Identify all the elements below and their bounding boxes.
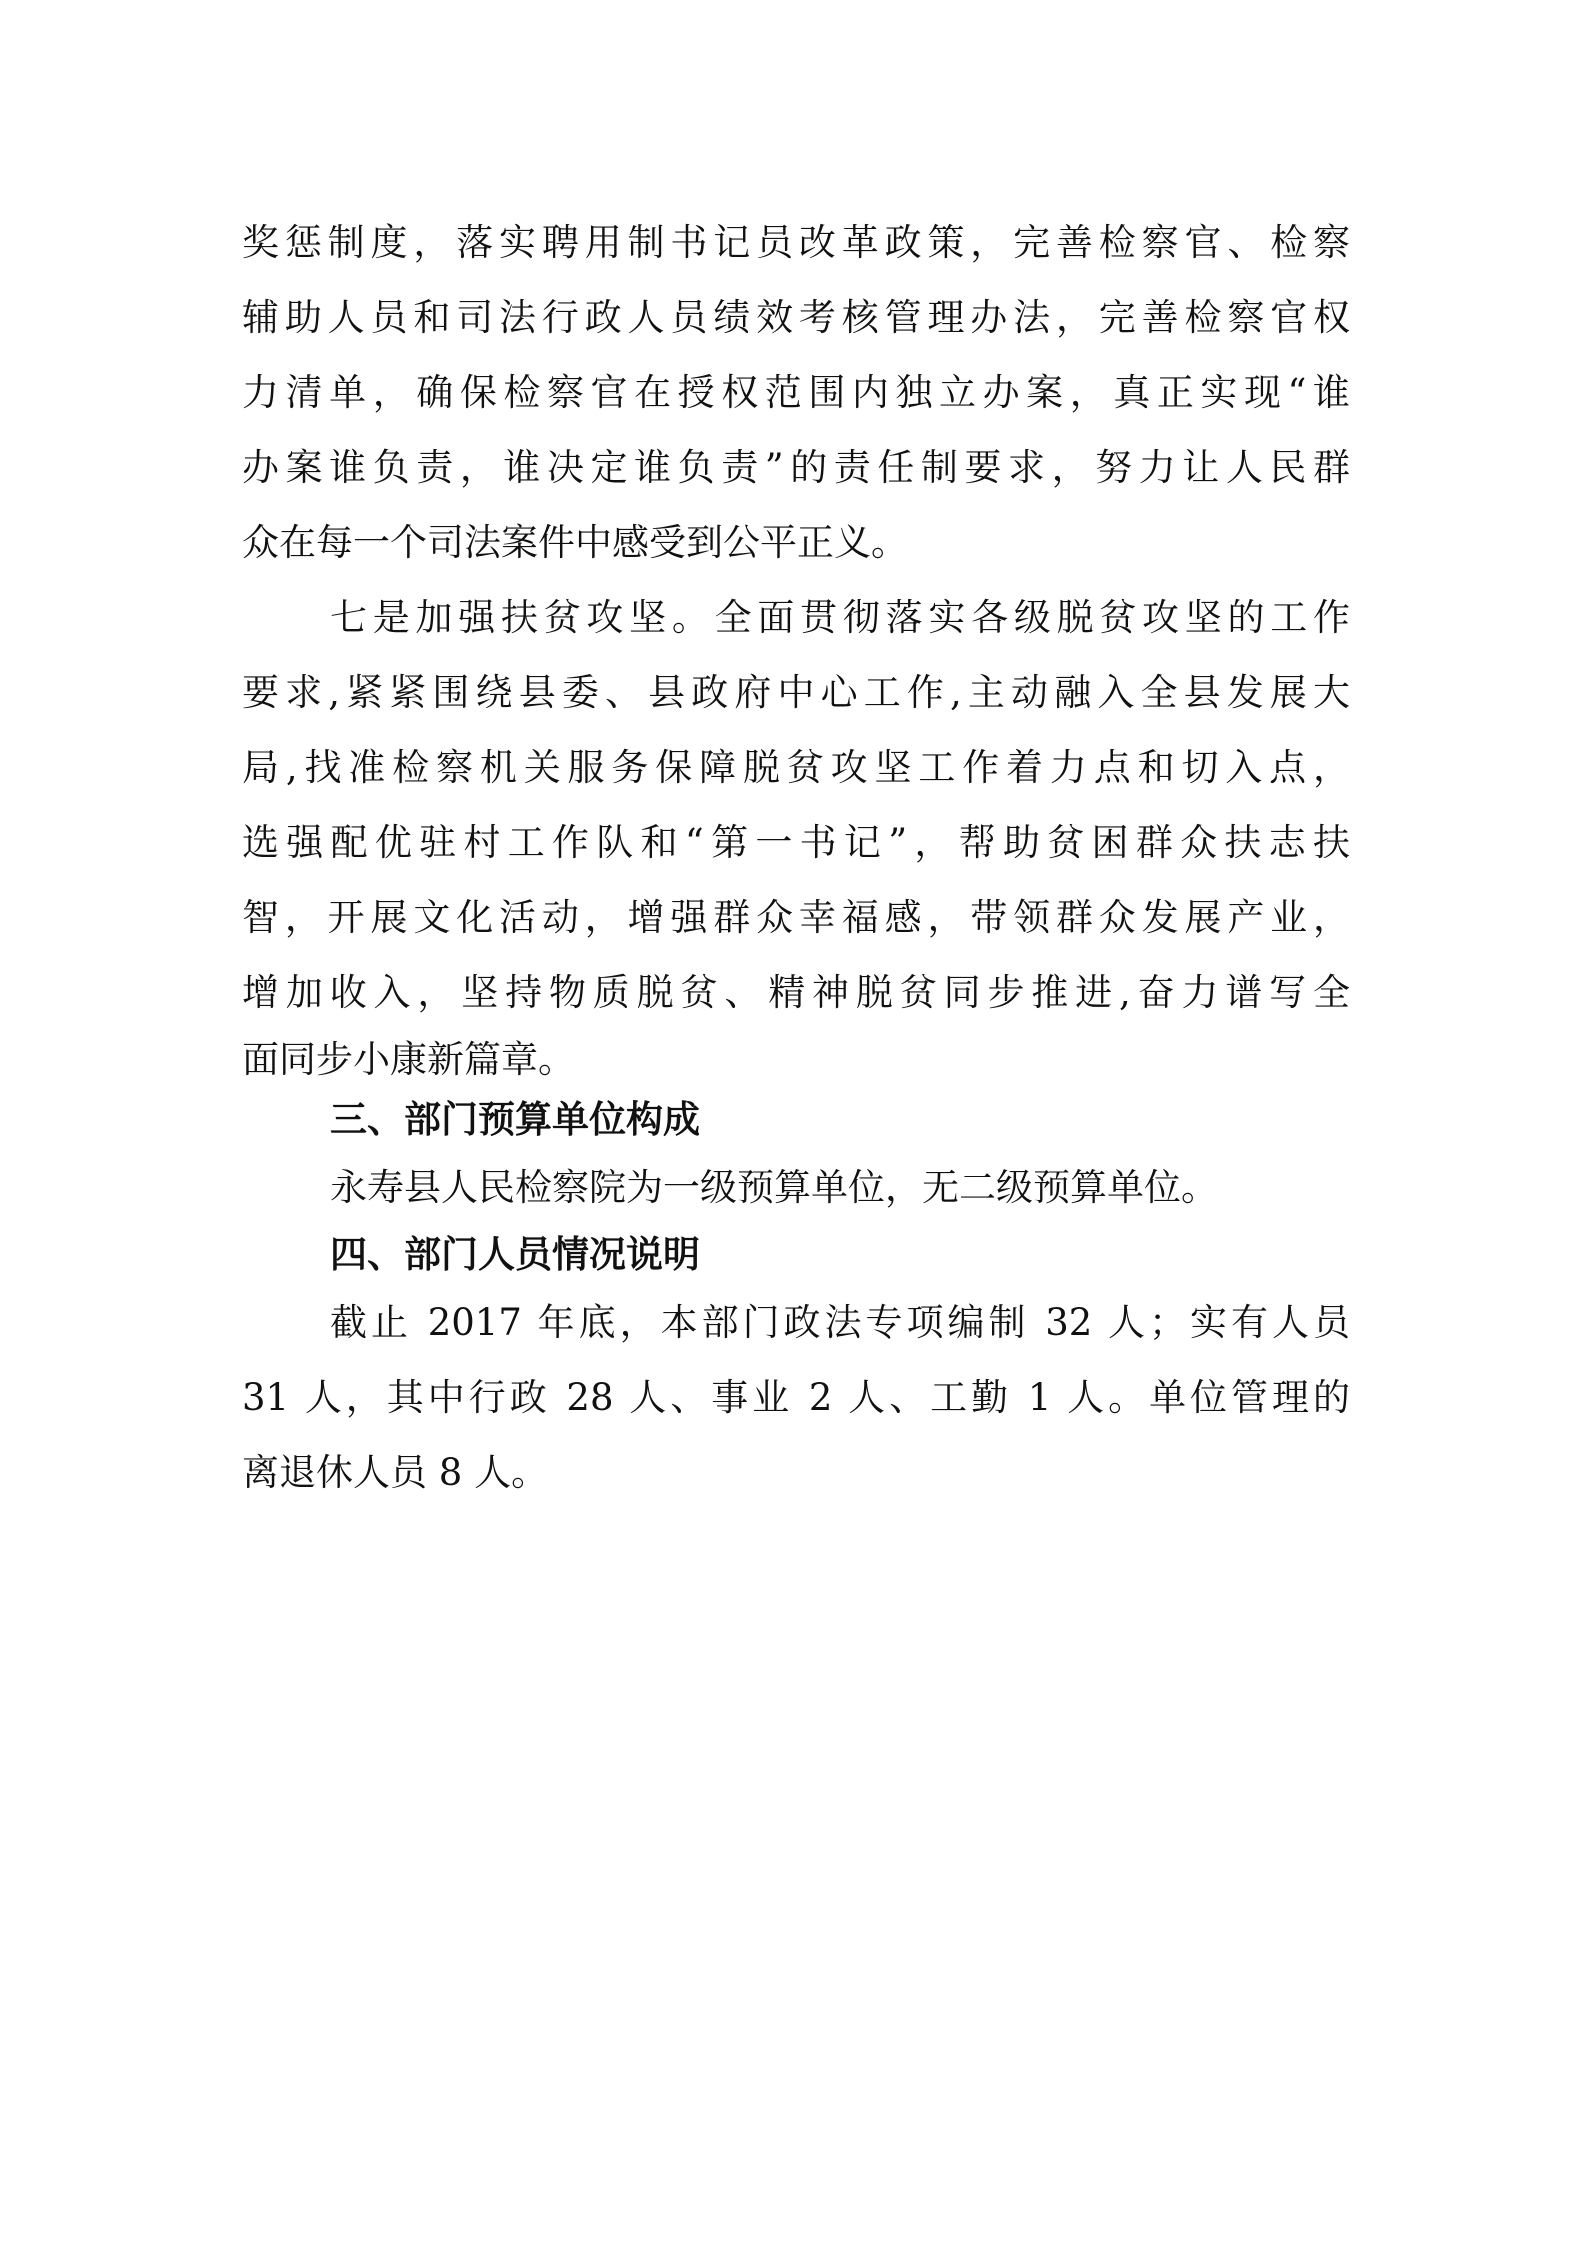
text-line: 辅助人员和司法行政人员绩效考核管理办法，完善检察官权 (242, 296, 1350, 339)
text-line: 离退休人员 8 人。 (242, 1451, 549, 1494)
section-heading-staff: 四、部门人员情况说明 (330, 1233, 700, 1276)
text-line: 选强配优驻村工作队和“第一书记”，帮助贫困群众扶志扶 (242, 821, 1350, 864)
text-line: 力清单，确保检察官在授权范围内独立办案，真正实现“谁 (242, 371, 1350, 414)
paragraph-budget-units: 永寿县人民检察院为一级预算单位，无二级预算单位。 (330, 1166, 1218, 1209)
text-line: 面同步小康新篇章。 (242, 1038, 575, 1081)
paragraph-accountability (242, 205, 1350, 580)
paragraph-poverty-alleviation (242, 580, 1350, 1090)
text-line: 办案谁负责，谁决定谁负责”的责任制要求，努力让人民群 (242, 446, 1350, 489)
text-line: 截止 2017 年底，本部门政法专项编制 32 人；实有人员 (330, 1301, 1350, 1344)
section-heading-budget-units: 三、部门预算单位构成 (330, 1098, 700, 1141)
text-line: 智，开展文化活动，增强群众幸福感，带领群众发展产业， (242, 896, 1350, 939)
text-line: 七是加强扶贫攻坚。全面贯彻落实各级脱贫攻坚的工作 (330, 596, 1350, 639)
document-body (242, 205, 1350, 1510)
paragraph-staff (242, 1285, 1350, 1510)
text-line: 要求,紧紧围绕县委、县政府中心工作,主动融入全县发展大 (242, 671, 1350, 714)
text-line: 增加收入，坚持物质脱贫、精神脱贫同步推进,奋力谱写全 (242, 971, 1350, 1014)
text-line: 局,找准检察机关服务保障脱贫攻坚工作着力点和切入点， (242, 746, 1350, 789)
text-line: 31 人，其中行政 28 人、事业 2 人、工勤 1 人。单位管理的 (242, 1376, 1350, 1419)
text-line: 奖惩制度，落实聘用制书记员改革政策，完善检察官、检察 (242, 221, 1350, 264)
text-line: 众在每一个司法案件中感受到公平正义。 (242, 521, 908, 564)
